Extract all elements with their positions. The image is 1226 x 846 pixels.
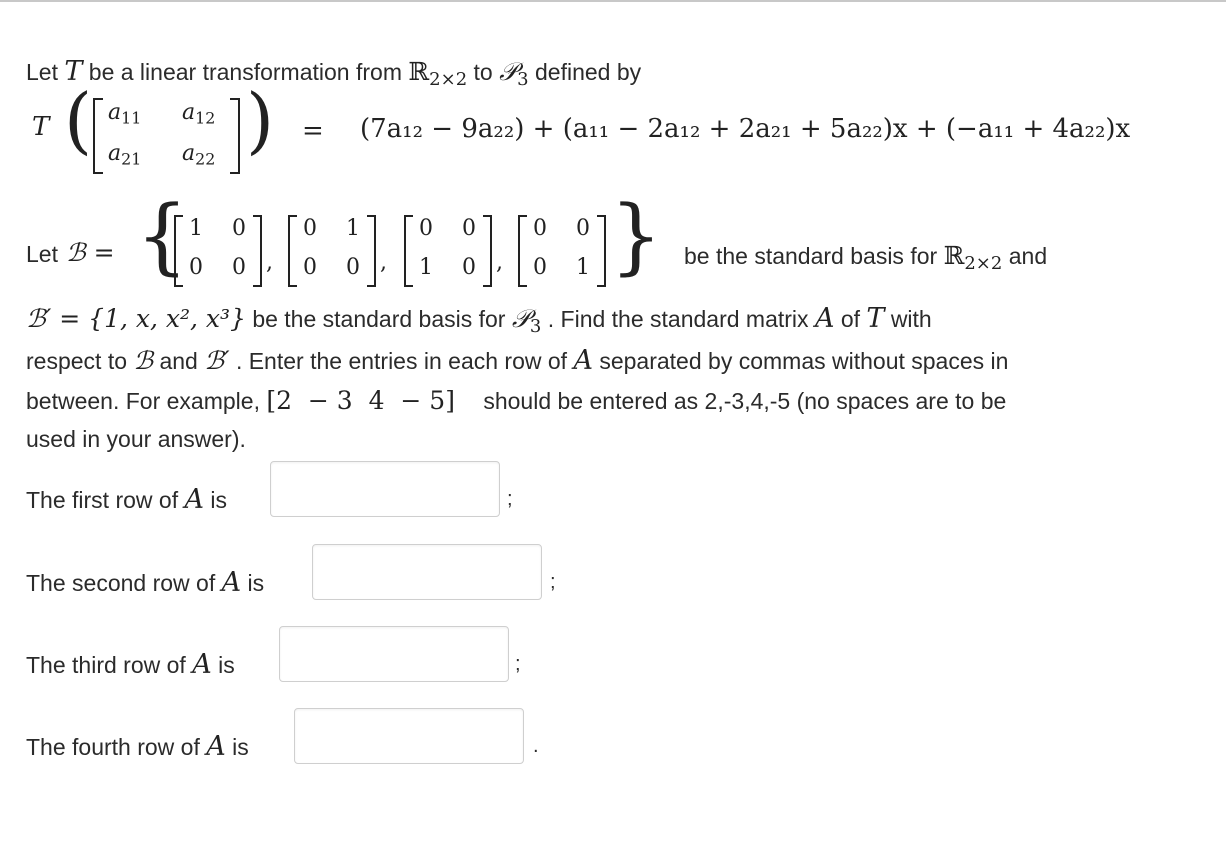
with-word: with	[890, 306, 932, 332]
entry-a11: $a_{11}$	[108, 100, 142, 128]
row-3-label: The third row of A is	[26, 649, 235, 680]
basis-m4-e22: 1	[576, 255, 590, 280]
basis-matrix-3-left	[404, 215, 413, 287]
row-1-input[interactable]	[270, 461, 500, 517]
row-2-input[interactable]	[312, 544, 542, 600]
codomain-space: 𝒫$_3$	[499, 57, 529, 91]
entry-a22: $a_{22}$	[182, 141, 216, 169]
respect-line: respect to ℬ and ℬ′ . Enter the entries in each row of A separated by commas without spaces in	[26, 345, 1009, 376]
bprime-text: be the standard basis for	[252, 306, 506, 332]
basis-text: be the standard basis for ℝ$_{2\times 2}$ and	[684, 241, 1048, 275]
basis-m1-e21: 0	[189, 255, 203, 280]
matrix-right-bracket	[230, 98, 240, 174]
basis-matrix-3-right	[483, 215, 492, 287]
bprime-line	[26, 303, 932, 337]
domain-space: ℝ$_{2\times 2}$	[408, 57, 468, 91]
basis-m1-e22: 0	[232, 255, 246, 280]
equals-sign: =	[302, 116, 324, 146]
transformation-rhs: (7a₁₂ − 9a₂₂) + (a₁₁ − 2a₁₂ + 2a₂₁ + 5a₂₂)x + (−a₁₁ + 4a₂₂)x	[360, 114, 1131, 144]
row-3-end: ;	[515, 653, 521, 675]
row-3-input[interactable]	[279, 626, 509, 682]
symbol-B: ℬ	[133, 346, 154, 375]
basis-m2-e11: 0	[303, 216, 317, 241]
basis-m4-e21: 0	[533, 255, 547, 280]
symbol-B-prime: ℬ′	[204, 346, 230, 375]
used-line: used in your answer).	[26, 426, 246, 452]
to-word: to	[473, 59, 493, 85]
row-1-end: ;	[507, 488, 513, 510]
example-vector: [2 − 3 4 − 5]	[266, 386, 455, 415]
row-4-end: .	[533, 735, 539, 757]
left-brace: {	[136, 189, 189, 284]
row-2-end: ;	[550, 571, 556, 593]
comma-1: ,	[266, 250, 273, 275]
basis-m1-e12: 0	[232, 216, 246, 241]
intro-text: be a linear transformation from	[88, 59, 402, 85]
basis-matrix-2-right	[367, 215, 376, 287]
basis-m3-e12: 0	[462, 216, 476, 241]
matrix-left-bracket	[93, 98, 103, 174]
find-text: . Find the standard matrix	[547, 306, 809, 332]
symbol-T-2: T	[866, 303, 885, 334]
row-1-label: The first row of A is	[26, 484, 228, 515]
row-4-input[interactable]	[294, 708, 524, 764]
symbol-T: T	[64, 56, 83, 87]
basis-m2-e22: 0	[346, 255, 360, 280]
symbol-A: A	[814, 303, 835, 334]
basis-m3-e21: 1	[419, 255, 433, 280]
basis-b-symbol: ℬ =	[66, 238, 115, 267]
basis-matrix-4-left	[518, 215, 527, 287]
basis-matrix-4-right	[597, 215, 606, 287]
basis-let: Let	[26, 241, 58, 267]
entry-a12: $a_{12}$	[182, 100, 216, 128]
right-brace: }	[610, 189, 663, 284]
comma-2: ,	[380, 250, 387, 275]
row-4-label: The fourth row of A is	[26, 731, 249, 762]
defined-by: defined by	[535, 59, 642, 85]
of-word: of	[840, 306, 861, 332]
bprime-space: 𝒫$_3$	[511, 304, 542, 338]
left-paren: (	[64, 78, 93, 162]
symbol-A-2: A	[573, 345, 593, 376]
basis-m4-e11: 0	[533, 216, 547, 241]
comma-3: ,	[496, 250, 503, 275]
basis-m2-e21: 0	[303, 255, 317, 280]
basis-m1-e11: 1	[189, 216, 203, 241]
basis-matrix-1-left	[174, 215, 183, 287]
bprime-symbol: ℬ′ = {1, x, x², x³}	[26, 304, 246, 333]
symbol-T-def: T	[32, 112, 50, 142]
example-line: between. For example, [2 − 3 4 − 5] should be entered as 2,-3,4,-5 (no spaces are to be	[26, 386, 1007, 415]
basis-matrix-2-left	[288, 215, 297, 287]
basis-m3-e22: 0	[462, 255, 476, 280]
basis-m3-e11: 0	[419, 216, 433, 241]
basis-matrix-1-right	[253, 215, 262, 287]
entry-a21: $a_{21}$	[108, 141, 142, 169]
intro-let: Let	[26, 59, 58, 85]
basis-m2-e12: 1	[346, 216, 360, 241]
row-2-label: The second row of A is	[26, 567, 265, 598]
intro-line	[26, 56, 641, 90]
top-divider	[0, 0, 1226, 2]
basis-m4-e12: 0	[576, 216, 590, 241]
right-paren: )	[246, 78, 275, 162]
